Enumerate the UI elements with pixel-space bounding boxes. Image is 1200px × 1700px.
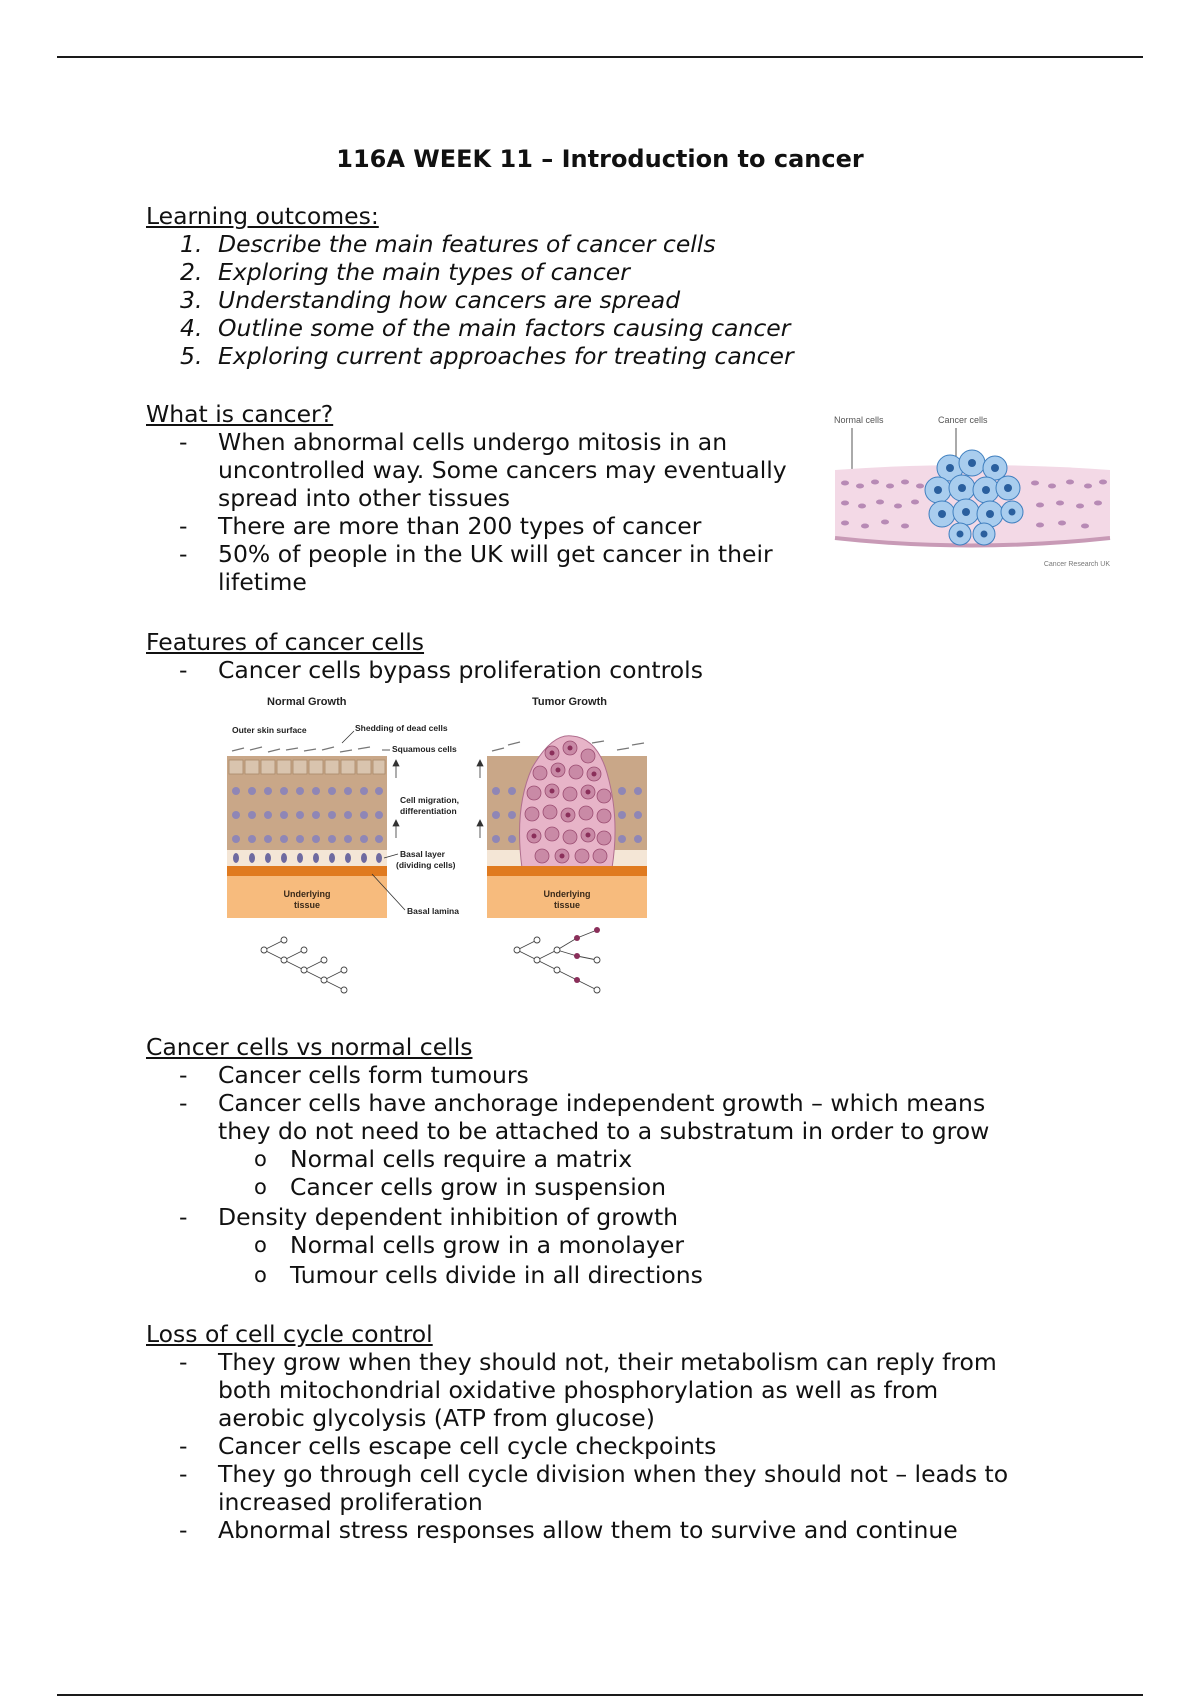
- what-is-cancer-heading: What is cancer?: [146, 400, 334, 428]
- bullet-marker: -: [179, 656, 188, 684]
- bullet-marker: -: [179, 1432, 188, 1460]
- bullet-marker: -: [179, 1460, 188, 1488]
- bullet-marker: -: [179, 540, 188, 568]
- bullet-text: 50% of people in the UK will get cancer in their: [218, 540, 773, 568]
- underlying-label-tumor: Underlying: [543, 889, 591, 899]
- sub-bullet-text: Normal cells grow in a monolayer: [290, 1231, 685, 1259]
- sub-bullet-text: Tumour cells divide in all directions: [290, 1261, 703, 1289]
- basal-layer-label: Basal layer: [400, 849, 445, 859]
- bullet-text: Cancer cells bypass proliferation controls: [218, 656, 703, 684]
- sub-bullet-marker: o: [254, 1147, 267, 1171]
- list-item-number: 1.: [180, 230, 203, 258]
- sub-bullet-marker: o: [254, 1263, 267, 1287]
- cancer-cells-label: Cancer cells: [938, 415, 988, 425]
- footer-rule: [57, 1694, 1143, 1696]
- bullet-text: uncontrolled way. Some cancers may eventually: [218, 456, 787, 484]
- bullet-marker: -: [179, 1516, 188, 1544]
- sub-bullet-marker: o: [254, 1175, 267, 1199]
- vs-normal-heading: Cancer cells vs normal cells: [146, 1033, 473, 1061]
- tissue-cancer-figure: [830, 408, 1115, 573]
- underlying-label: Underlying: [283, 889, 331, 899]
- list-item-number: 2.: [180, 258, 203, 286]
- list-item: Understanding how cancers are spread: [218, 286, 681, 314]
- differentiation-label: differentiation: [400, 806, 457, 816]
- page-title: 116A WEEK 11 – Introduction to cancer: [336, 145, 864, 173]
- normal-cells-label: Normal cells: [834, 415, 884, 425]
- list-item: Exploring the main types of cancer: [218, 258, 630, 286]
- features-heading: Features of cancer cells: [146, 628, 425, 656]
- normal-growth-title: Normal Growth: [267, 696, 347, 708]
- bullet-text: lifetime: [218, 568, 307, 596]
- bullet-marker: -: [179, 512, 188, 540]
- bullet-text: There are more than 200 types of cancer: [218, 512, 702, 540]
- bullet-text: increased proliferation: [218, 1488, 483, 1516]
- bullet-text: Cancer cells form tumours: [218, 1061, 529, 1089]
- bullet-text: spread into other tissues: [218, 484, 510, 512]
- list-item: Describe the main features of cancer cells: [218, 230, 716, 258]
- tissue-label: tissue: [293, 900, 321, 910]
- bullet-text: Density dependent inhibition of growth: [218, 1203, 679, 1231]
- figure-credit: Cancer Research UK: [1043, 561, 1110, 568]
- bullet-text: they do not need to be attached to a substratum in order to grow: [218, 1117, 990, 1145]
- list-item-number: 3.: [180, 286, 203, 314]
- bullet-text: Abnormal stress responses allow them to survive and continue: [218, 1516, 958, 1544]
- bullet-marker: -: [179, 1203, 188, 1231]
- sub-bullet-marker: o: [254, 1233, 267, 1257]
- bullet-marker: -: [179, 1089, 188, 1117]
- bullet-text: They grow when they should not, their metabolism can reply from: [218, 1348, 997, 1376]
- bullet-text: Cancer cells escape cell cycle checkpoints: [218, 1432, 717, 1460]
- sub-bullet-text: Cancer cells grow in suspension: [290, 1173, 667, 1201]
- bullet-marker: -: [179, 1348, 188, 1376]
- bullet-text: Cancer cells have anchorage independent growth – which means: [218, 1089, 986, 1117]
- sub-bullet-text: Normal cells require a matrix: [290, 1145, 633, 1173]
- bullet-text: both mitochondrial oxidative phosphorylation as well as from: [218, 1376, 939, 1404]
- bullet-marker: -: [179, 428, 188, 456]
- tumor-growth-title: Tumor Growth: [532, 696, 607, 708]
- header-rule: [57, 56, 1143, 58]
- bullet-text: They go through cell cycle division when they should not – leads to: [218, 1460, 1009, 1488]
- bullet-text: aerobic glycolysis (ATP from glucose): [218, 1404, 655, 1432]
- learning-outcomes-heading: Learning outcomes:: [146, 202, 379, 230]
- tissue-label-tumor: tissue: [553, 900, 581, 910]
- list-item-number: 4.: [180, 314, 203, 342]
- bullet-marker: -: [179, 1061, 188, 1089]
- dividing-cells-label: (dividing cells): [396, 860, 456, 870]
- growth-comparison-figure: [222, 688, 652, 1008]
- squamous-label: Squamous cells: [392, 744, 457, 754]
- bullet-text: When abnormal cells undergo mitosis in an: [218, 428, 728, 456]
- list-item: Exploring current approaches for treating cancer: [218, 342, 794, 370]
- list-item-number: 5.: [180, 342, 203, 370]
- list-item: Outline some of the main factors causing cancer: [218, 314, 791, 342]
- cell-cycle-heading: Loss of cell cycle control: [146, 1320, 433, 1348]
- migration-label: Cell migration,: [400, 795, 460, 805]
- outer-skin-label: Outer skin surface: [232, 725, 307, 735]
- shedding-label: Shedding of dead cells: [355, 723, 448, 733]
- basal-lamina-label: Basal lamina: [407, 906, 459, 916]
